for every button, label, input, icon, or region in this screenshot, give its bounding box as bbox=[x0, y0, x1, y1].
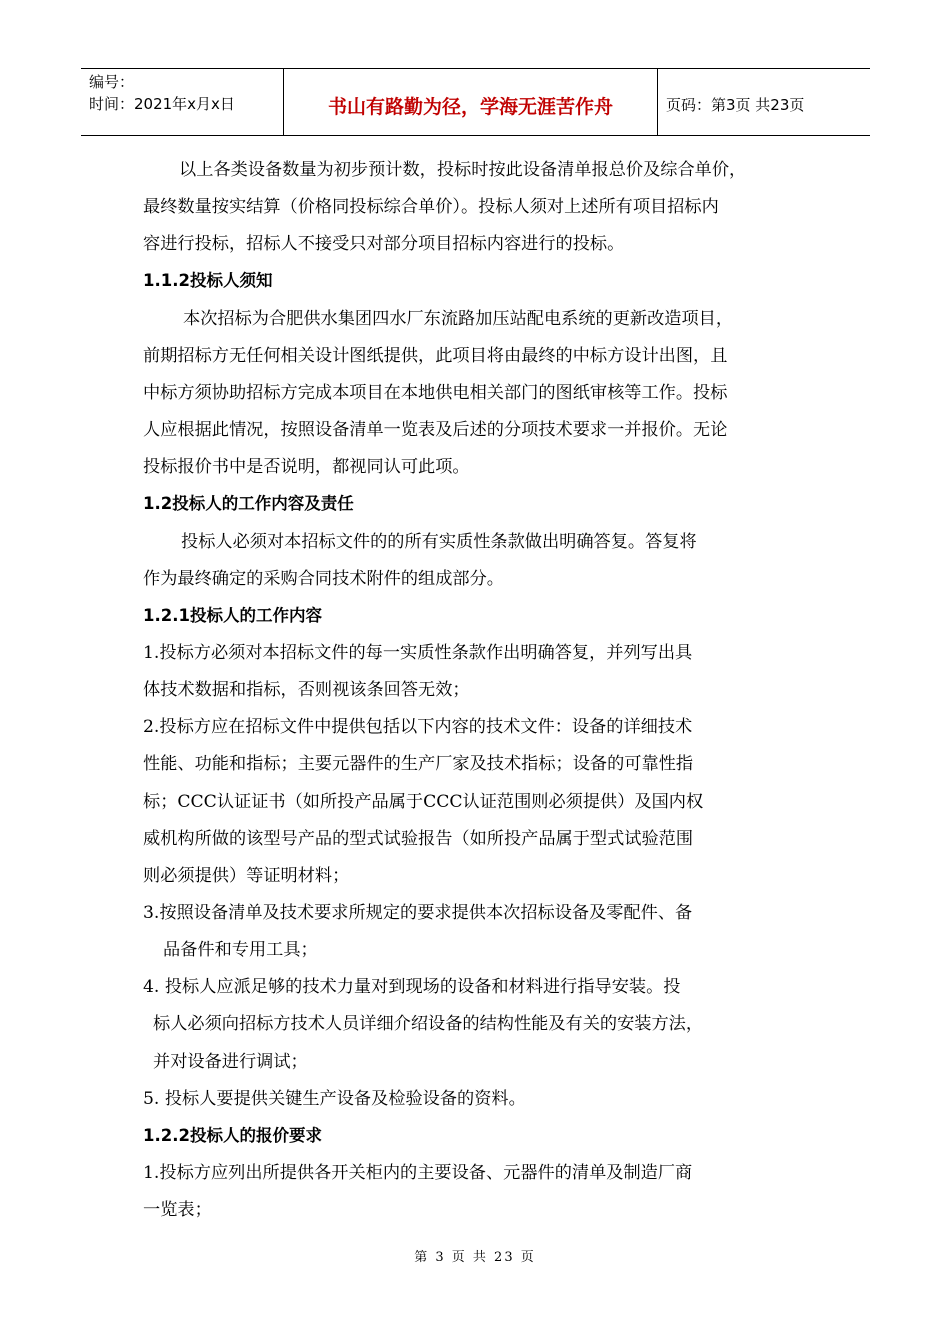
date-line: 时间：2021年x月x日 bbox=[89, 95, 235, 113]
paragraph-line: 作为最终确定的采购合同技术附件的组成部分。 bbox=[143, 568, 504, 589]
header-motto-cell bbox=[284, 69, 658, 135]
section-heading: 1.2.2投标人的报价要求 bbox=[143, 1125, 322, 1145]
paragraph-line: 则必须提供）等证明材料； bbox=[143, 865, 350, 886]
paragraph-line: 本次招标为合肥供水集团四水厂东流路加压站配电系统的更新改造项目， bbox=[183, 308, 734, 329]
paragraph-line: 5. 投标人要提供关键生产设备及检验设备的资料。 bbox=[143, 1088, 526, 1109]
page-footer: 第 3 页 共 23 页 bbox=[414, 1250, 536, 1265]
paragraph-line: 人应根据此情况，按照设备清单一览表及后述的分项技术要求一并报价。无论 bbox=[143, 420, 728, 441]
paragraph-line: 体技术数据和指标，否则视该条回答无效； bbox=[143, 680, 470, 701]
paragraph-line: 性能、功能和指标；主要元器件的生产厂家及技术指标；设备的可靠性指 bbox=[143, 754, 694, 775]
header-page-cell bbox=[658, 69, 870, 135]
paragraph-line: 标；CCC认证证书（如所投产品属于CCC认证范围则必须提供）及国内权 bbox=[143, 791, 704, 812]
paragraph-line: 中标方须协助招标方完成本项目在本地供电相关部门的图纸审核等工作。投标 bbox=[143, 382, 728, 403]
section-heading: 1.2.1投标人的工作内容 bbox=[143, 605, 322, 625]
page-info: 页码：第3页 共23页 bbox=[666, 95, 805, 114]
paragraph-line: 投标人必须对本招标文件的的所有实质性条款做出明确答复。答复将 bbox=[181, 531, 697, 552]
paragraph-line: 4. 投标人应派足够的技术力量对到现场的设备和材料进行指导安装。投 bbox=[143, 977, 681, 998]
paragraph-line: 品备件和专用工具； bbox=[163, 940, 318, 961]
paragraph-line: 投标报价书中是否说明，都视同认可此项。 bbox=[143, 457, 470, 478]
paragraph-line: 以上各类设备数量为初步预计数，投标时按此设备清单报总价及综合单价， bbox=[179, 160, 747, 180]
header-meta-cell bbox=[81, 69, 284, 135]
section-heading: 1.2投标人的工作内容及责任 bbox=[143, 494, 354, 514]
paragraph-line: 1.投标方应列出所提供各开关柜内的主要设备、元器件的清单及制造厂商 bbox=[143, 1163, 693, 1184]
paragraph-line: 1.投标方必须对本招标文件的每一实质性条款作出明确答复，并列写出具 bbox=[143, 642, 693, 663]
serial-number-label: 编号： bbox=[89, 73, 135, 91]
paragraph-line: 3.按照设备清单及技术要求所规定的要求提供本次招标设备及零配件、备 bbox=[143, 903, 693, 923]
paragraph-line: 一览表； bbox=[143, 1200, 212, 1221]
paragraph-line: 容进行投标，招标人不接受只对部分项目招标内容进行的投标。 bbox=[143, 234, 625, 255]
paragraph-line: 最终数量按实结算（价格同投标综合单价）。投标人须对上述所有项目招标内 bbox=[143, 197, 719, 218]
paragraph-line: 标人必须向招标方技术人员详细介绍设备的结构性能及有关的安装方法， bbox=[153, 1014, 704, 1035]
paragraph-line: 2.投标方应在招标文件中提供包括以下内容的技术文件：设备的详细技术 bbox=[143, 717, 693, 738]
motto-text: 书山有路勤为径，学海无涯苦作舟 bbox=[327, 95, 613, 118]
paragraph-line: 并对设备进行调试； bbox=[153, 1051, 308, 1072]
section-heading: 1.1.2投标人须知 bbox=[143, 271, 273, 291]
page-header-table bbox=[81, 68, 870, 136]
paragraph-line: 前期招标方无任何相关设计图纸提供，此项目将由最终的中标方设计出图，且 bbox=[143, 345, 728, 366]
paragraph-line: 威机构所做的该型号产品的型式试验报告（如所投产品属于型式试验范围 bbox=[143, 828, 694, 849]
